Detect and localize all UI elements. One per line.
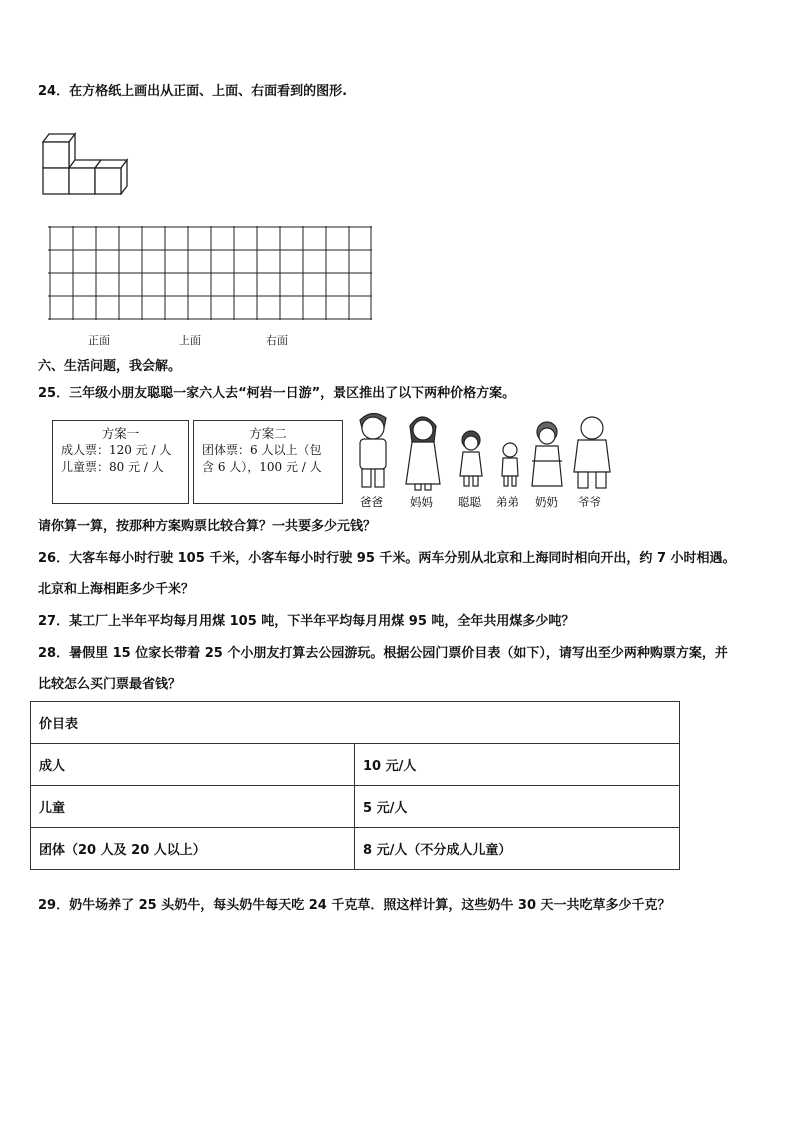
grid-label-front: 正面 [88, 334, 110, 347]
family-name-mom: 妈妈 [410, 495, 433, 509]
family-illustration [352, 406, 620, 512]
table-row [31, 786, 680, 828]
plan-two-line1: 团体票：6 人以上（包 [202, 443, 322, 457]
dad-figure [360, 413, 386, 487]
cube-figure [40, 130, 132, 195]
price-table [30, 701, 680, 870]
table-row [31, 828, 680, 870]
grid-paper[interactable] [48, 226, 372, 320]
ticket-type: 儿童 [31, 786, 355, 828]
ticket-price: 10 元/人 [355, 744, 680, 786]
q28-line1: 28．暑假里 15 位家长带着 25 个小朋友打算去公园游玩。根据公园门票价目表（如下），请写出至少两种购票方案，并 [38, 646, 728, 661]
plan-two-line2: 含 6 人），100 元 / 人 [202, 460, 322, 474]
grid-label-right: 右面 [266, 334, 288, 347]
section-six-title: 六、生活问题，我会解。 [38, 359, 182, 374]
table-header: 价目表 [31, 702, 680, 744]
plan-two-title: 方案二 [249, 426, 287, 441]
family-name-dad: 爸爸 [360, 495, 383, 509]
q25-question: 请你算一算，按那种方案购票比较合算？一共要多少元钱？ [38, 519, 377, 534]
table-row [31, 744, 680, 786]
q29-text: 29．奶牛场养了 25 头奶牛，每头奶牛每天吃 24 千克草．照这样计算，这些奶牛 30 天一共吃草多少千克？ [38, 898, 671, 913]
q26-line2: 北京和上海相距多少千米？ [38, 582, 195, 597]
family-name-grandpa: 爷爷 [578, 495, 601, 509]
q27-text: 27．某工厂上半年平均每月用煤 105 吨，下半年平均每月用煤 95 吨，全年共用煤多少吨？ [38, 614, 575, 629]
mom-figure [406, 417, 440, 490]
plan-one-title: 方案一 [101, 426, 140, 441]
brother-figure [502, 443, 518, 486]
q28-line2: 比较怎么买门票最省钱？ [38, 677, 182, 692]
ticket-type: 团体（20 人及 20 人以上） [31, 828, 355, 870]
family-name-grandma: 奶奶 [535, 495, 558, 509]
q24-text: 24．在方格纸上画出从正面、上面、右面看到的图形. [38, 84, 348, 99]
grandma-figure [532, 422, 562, 486]
plan-one-line2: 儿童票：80 元 / 人 [61, 460, 164, 474]
plan-one-line1: 成人票：120 元 / 人 [61, 443, 172, 457]
q25-text: 25．三年级小朋友聪聪一家六人去“柯岩一日游”，景区推出了以下两种价格方案。 [38, 386, 516, 401]
family-name-brother: 弟弟 [496, 495, 519, 509]
grid-label-top: 上面 [179, 334, 201, 347]
family-name-congcong: 聪聪 [458, 495, 481, 509]
q26-line1: 26．大客车每小时行驶 105 千米，小客车每小时行驶 95 千米。两车分别从北京和上海同时相向开出，约 7 小时相遇。 [38, 551, 736, 566]
plan-two-box [193, 420, 343, 504]
plan-one-box [52, 420, 189, 504]
congcong-figure [460, 431, 482, 486]
table-header-row [31, 702, 680, 744]
ticket-price: 5 元/人 [355, 786, 680, 828]
ticket-price: 8 元/人（不分成人儿童） [355, 828, 680, 870]
ticket-type: 成人 [31, 744, 355, 786]
grandpa-figure [574, 417, 610, 488]
